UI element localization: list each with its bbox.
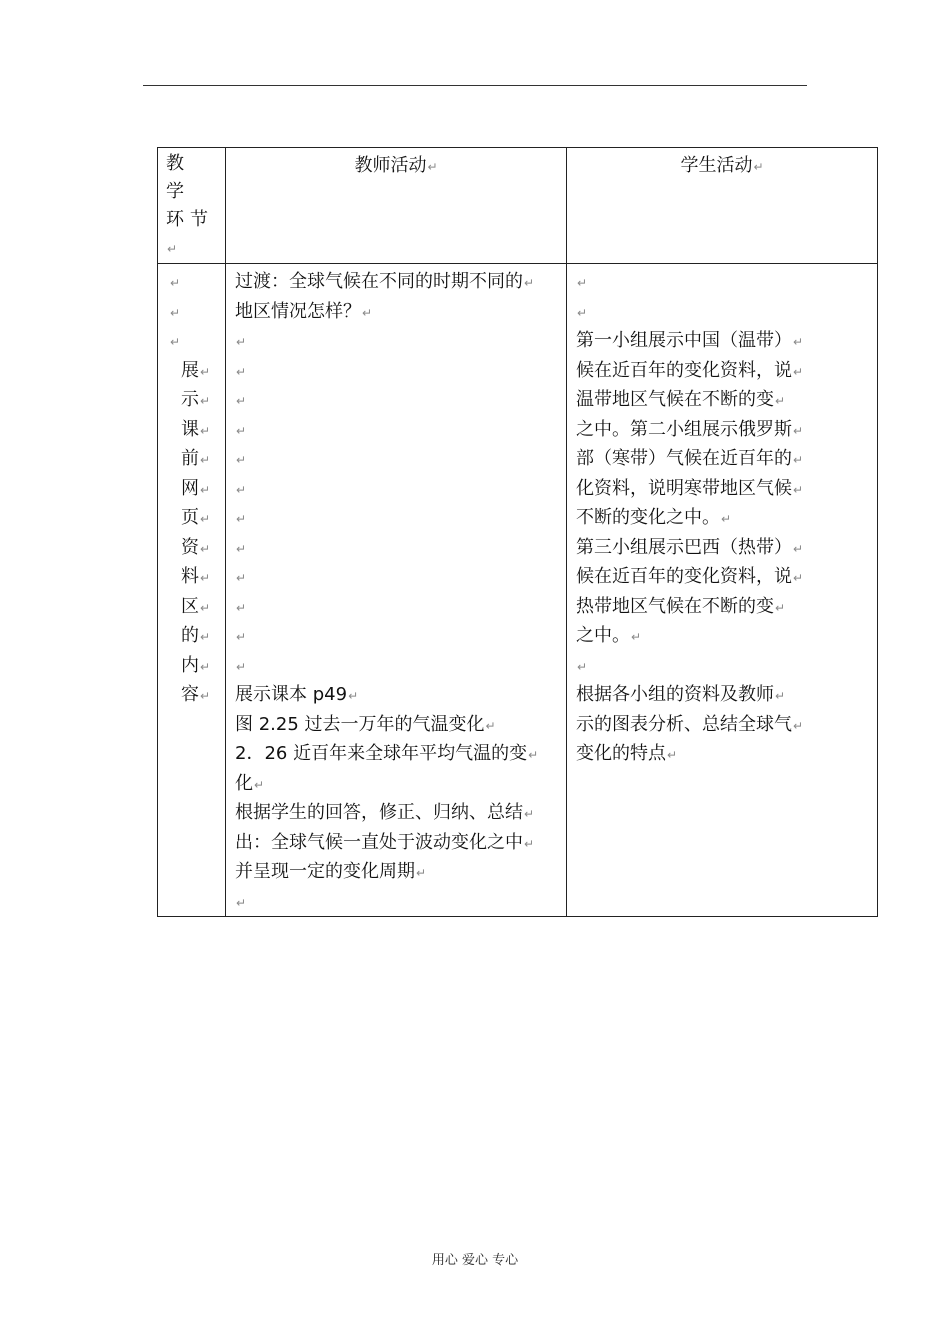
header-stage-line: 教 学 [166, 153, 190, 202]
paragraph-mark-icon: ↵ [200, 541, 211, 556]
header-student-cell: 学生活动↵ [567, 148, 878, 264]
paragraph-mark-icon: ↵ [200, 659, 211, 674]
teacher-line: 2．26 近百年来全球年平均气温的变↵ [235, 743, 539, 764]
paragraph-mark-icon: ↵ [200, 453, 211, 467]
stage-line: 网↵ [181, 477, 211, 499]
lesson-table-wrapper [157, 147, 804, 910]
stage-line [169, 267, 225, 297]
paragraph-mark-icon: ↵ [236, 364, 247, 379]
paragraph-mark-icon: ↵ [236, 600, 247, 615]
paragraph-mark-icon: ↵ [200, 630, 211, 644]
paragraph-mark-icon: ↵ [236, 335, 247, 349]
student-line: 之中。↵ [576, 625, 642, 646]
paragraph-mark-icon: ↵ [200, 423, 211, 438]
paragraph-mark-icon: ↵ [524, 836, 535, 851]
stage-line: 料↵ [181, 566, 211, 587]
lesson-table [157, 147, 878, 917]
paragraph-mark-icon: ↵ [170, 276, 181, 290]
paragraph-mark-icon: ↵ [200, 512, 211, 526]
paragraph-mark-icon: ↵ [200, 600, 211, 615]
student-activity-cell [567, 264, 878, 917]
teacher-line [235, 356, 566, 386]
teacher-line: 地区情况怎样？↵ [235, 300, 373, 322]
stage-line: 资↵ [181, 536, 211, 558]
paragraph-mark-icon: ↵ [236, 423, 247, 438]
paragraph-mark-icon: ↵ [485, 718, 496, 733]
paragraph-mark-icon: ↵ [793, 423, 804, 438]
teacher-line: 根据学生的回答，修正、归纳、总结↵ [235, 802, 535, 823]
stage-line: 内↵ [181, 654, 211, 676]
header-stage-cell [158, 148, 226, 264]
student-line: 热带地区气候在不断的变↵ [576, 595, 786, 617]
paragraph-mark-icon: ↵ [524, 807, 535, 821]
header-teacher-cell: 教师活动↵ [226, 148, 567, 264]
teacher-line [235, 887, 566, 917]
header-teacher-label: 教师活动 [354, 155, 427, 176]
paragraph-mark-icon: ↵ [528, 748, 539, 762]
paragraph-mark-icon: ↵ [236, 659, 247, 674]
paragraph-mark-icon: ↵ [200, 689, 211, 703]
teacher-line [235, 621, 566, 651]
stage-line: 示↵ [181, 389, 211, 410]
teacher-line [235, 415, 566, 445]
stage-line: 页↵ [181, 507, 211, 528]
paragraph-mark-icon: ↵ [416, 866, 427, 880]
paragraph-mark-icon: ↵ [775, 689, 786, 703]
paragraph-mark-icon: ↵ [577, 659, 588, 674]
paragraph-mark-icon: ↵ [793, 571, 804, 585]
paragraph-mark-icon: ↵ [348, 689, 359, 703]
paragraph-mark-icon: ↵ [577, 276, 588, 290]
paragraph-mark-icon: ↵ [775, 600, 786, 615]
student-line [576, 297, 877, 327]
paragraph-mark-icon: ↵ [254, 777, 265, 792]
paragraph-mark-icon: ↵ [200, 571, 211, 585]
table-header-row [158, 148, 878, 264]
student-line: 不断的变化之中。↵ [576, 507, 732, 528]
header-rule [143, 85, 807, 86]
student-line: 根据各小组的资料及教师↵ [576, 684, 786, 705]
teacher-line [235, 503, 566, 533]
student-line [576, 267, 877, 297]
paragraph-mark-icon: ↵ [793, 364, 804, 379]
stage-line: 课↵ [181, 418, 211, 440]
header-stage-line: 环节↵ [166, 209, 214, 256]
page-footer: 用心 爱心 专心 [431, 1253, 519, 1268]
paragraph-mark-icon: ↵ [200, 482, 211, 497]
paragraph-mark-icon: ↵ [236, 571, 247, 585]
teacher-line: 展示课本 p49↵ [235, 684, 359, 705]
teacher-line: 图 2.25 过去一万年的气温变化↵ [235, 713, 496, 735]
student-line: 变化的特点↵ [576, 743, 678, 764]
paragraph-mark-icon: ↵ [200, 394, 211, 408]
teacher-line [235, 326, 566, 356]
student-line [576, 651, 877, 681]
paragraph-mark-icon: ↵ [631, 630, 642, 644]
student-line: 第一小组展示中国（温带）↵ [576, 330, 804, 351]
paragraph-mark-icon: ↵ [362, 305, 373, 320]
teacher-line: 化↵ [235, 772, 265, 794]
paragraph-mark-icon: ↵ [793, 482, 804, 497]
paragraph-mark-icon: ↵ [170, 335, 181, 349]
stage-line [169, 326, 225, 356]
student-line: 示的图表分析、总结全球气↵ [576, 713, 804, 735]
student-line: 之中。第二小组展示俄罗斯↵ [576, 418, 804, 440]
paragraph-mark-icon: ↵ [200, 364, 211, 379]
teacher-line: 并呈现一定的变化周期↵ [235, 861, 427, 882]
teacher-line: 出：全球气候一直处于波动变化之中↵ [235, 831, 535, 853]
paragraph-mark-icon: ↵ [236, 512, 247, 526]
paragraph-mark-icon: ↵ [170, 305, 181, 320]
paragraph-mark-icon: ↵ [236, 630, 247, 644]
paragraph-mark-icon: ↵ [775, 394, 786, 408]
teacher-activity-cell [226, 264, 567, 917]
header-student-label: 学生活动 [680, 155, 753, 176]
teacher-line [235, 562, 566, 592]
student-line: 部（寒带）气候在近百年的↵ [576, 448, 804, 469]
table-body-row [158, 264, 878, 917]
student-line: 化资料，说明寒带地区气候↵ [576, 477, 804, 499]
teacher-line [235, 651, 566, 681]
teacher-line [235, 592, 566, 622]
paragraph-mark-icon: ↵ [236, 453, 247, 467]
paragraph-mark-icon: ↵ [793, 453, 804, 467]
paragraph-mark-icon: ↵ [236, 394, 247, 408]
paragraph-mark-icon: ↵ [236, 541, 247, 556]
paragraph-mark-icon: ↵ [524, 276, 535, 290]
paragraph-mark-icon: ↵ [721, 512, 732, 526]
paragraph-mark-icon: ↵ [793, 541, 804, 556]
stage-line: 展↵ [181, 359, 211, 381]
teacher-line [235, 385, 566, 415]
teacher-line [235, 444, 566, 474]
paragraph-mark-icon: ↵ [667, 748, 678, 762]
student-line: 第三小组展示巴西（热带）↵ [576, 536, 804, 558]
paragraph-mark-icon: ↵ [577, 305, 588, 320]
stage-line [169, 297, 225, 327]
stage-line: 前↵ [181, 448, 211, 469]
student-line: 温带地区气候在不断的变↵ [576, 389, 786, 410]
student-line: 候在近百年的变化资料，说↵ [576, 359, 804, 381]
teacher-line [235, 474, 566, 504]
stage-line: 容↵ [181, 684, 211, 705]
stage-line: 区↵ [181, 595, 211, 617]
stage-column-cell [158, 264, 226, 917]
paragraph-mark-icon: ↵ [236, 482, 247, 497]
stage-line: 的↵ [181, 625, 211, 646]
paragraph-mark-icon: ↵ [793, 335, 804, 349]
paragraph-mark-icon: ↵ [793, 718, 804, 733]
paragraph-mark-icon: ↵ [236, 895, 247, 910]
teacher-line [235, 533, 566, 563]
student-line: 候在近百年的变化资料，说↵ [576, 566, 804, 587]
teacher-line: 过渡：全球气候在不同的时期不同的↵ [235, 271, 535, 292]
